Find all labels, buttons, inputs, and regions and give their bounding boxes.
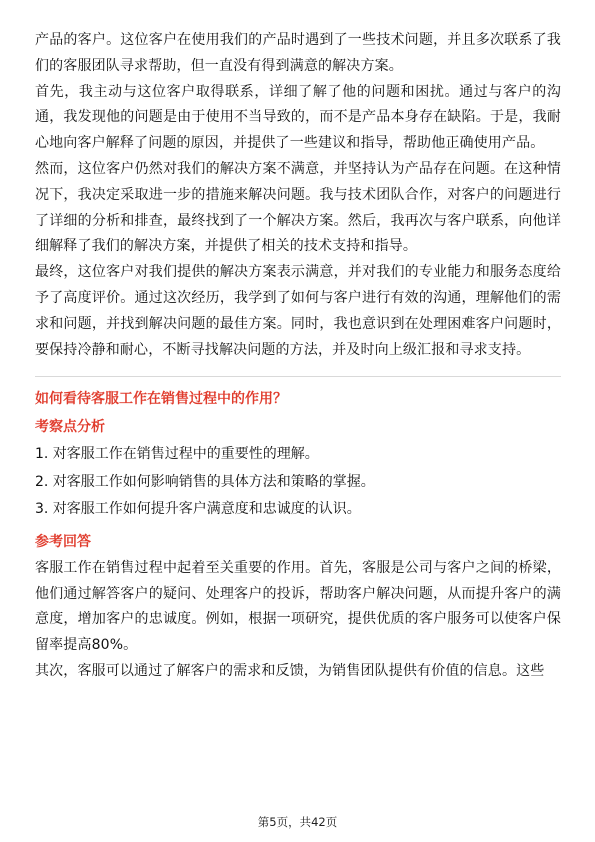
answer-paragraph-2: 其次，客服可以通过了解客户的需求和反馈，为销售团队提供有价值的信息。这些 — [35, 663, 545, 680]
document-body — [35, 28, 561, 685]
question-title: 如何看待客服工作在销售过程中的作用？ — [35, 391, 287, 408]
paragraph-3: 然而，这位客户仍然对我们的解决方案不满意，并坚持认为产品存在问题。在这种情况下，我决定采取进一步的措施来解决问题。我与技术团队合作，对客户的问题进行了详细的分析和排查，最终找到了一个解决方案。然后，我再次与客户联系，向他详细解释了我们的解决方案，并提供了相关的技术支持和指导。 — [35, 160, 561, 255]
section-divider — [35, 376, 561, 377]
answer-paragraph-1: 客服工作在销售过程中起着至关重要的作用。首先，客服是公司与客户之间的桥梁，他们通过解答客户的疑问、处理客户的投诉，帮助客户解决问题，从而提升客户的满意度，增加客户的忠诚度。例如，根据一项研究，提供优质的客户服务可以使客户保留率提高80%。 — [35, 559, 561, 654]
paragraph-4: 最终，这位客户对我们提供的解决方案表示满意，并对我们的专业能力和服务态度给予了高度评价。通过这次经历，我学到了如何与客户进行有效的沟通，理解他们的需求和问题，并找到解决问题的最佳方案。同时，我也意识到在处理困难客户问题时，要保持冷静和耐心，不断寻找解决问题的方法，并及时向上级汇报和寻求支持。 — [35, 264, 561, 358]
analysis-heading: 考察点分析 — [35, 419, 105, 436]
answer-heading: 参考回答 — [35, 533, 91, 550]
paragraph-2: 首先，我主动与这位客户取得联系，详细了解了他的问题和困扰。通过与客户的沟通，我发现他的问题是由于使用不当导致的，而不是产品本身存在缺陷。于是，我耐心地向客户解释了问题的原因，并提供了一些建议和指导，帮助他正确使用产品。 — [35, 83, 561, 152]
analysis-item-1: 1. 对客服工作在销售过程中的重要性的理解。 — [35, 446, 319, 463]
analysis-item-2: 2. 对客服工作如何影响销售的具体方法和策略的掌握。 — [35, 473, 375, 490]
analysis-item-3: 3. 对客服工作如何提升客户满意度和忠诚度的认识。 — [35, 501, 361, 518]
paragraph-1: 产品的客户。这位客户在使用我们的产品时遇到了一些技术问题，并且多次联系了我们的客服团队寻求帮助，但一直没有得到满意的解决方案。 — [35, 32, 561, 74]
page-number: 第5页，共42页 — [257, 815, 338, 829]
